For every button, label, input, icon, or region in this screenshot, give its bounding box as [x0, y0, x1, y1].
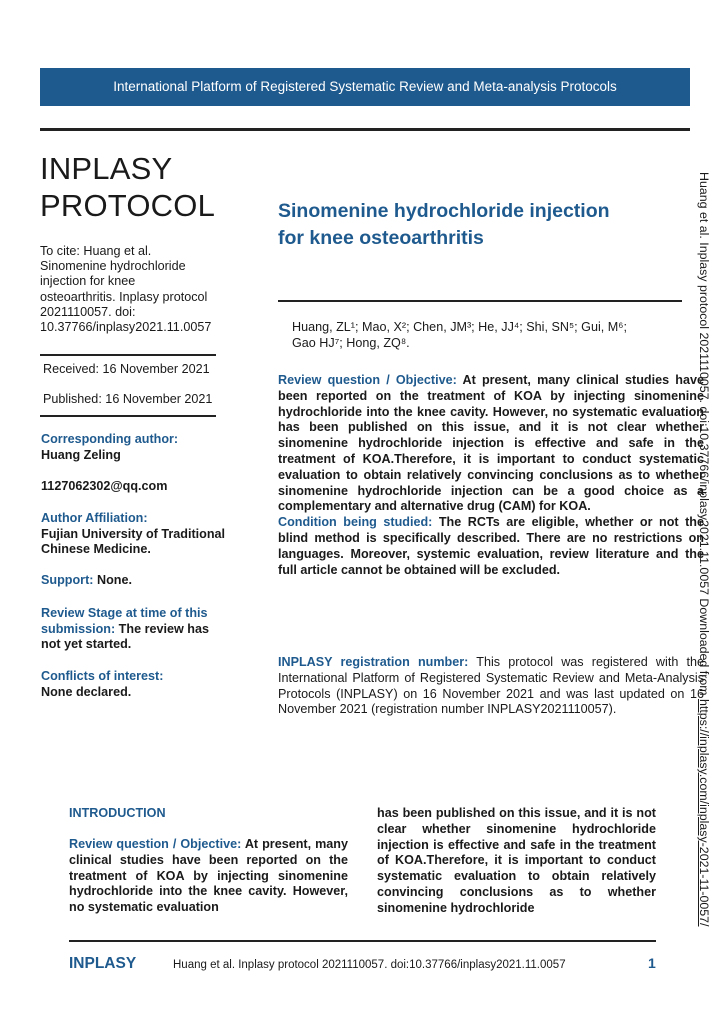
protocol-title	[40, 150, 215, 224]
corresponding-author	[41, 432, 178, 463]
introduction-col1	[69, 837, 348, 916]
header-banner: International Platform of Registered Systematic Review and Meta-analysis Protocols	[40, 68, 690, 106]
review-stage	[41, 606, 209, 653]
paper-title-line: Sinomenine hydrochloride injection	[278, 200, 610, 222]
intro-rq-label: Review question / Objective:	[69, 837, 242, 851]
support-value: None.	[93, 573, 132, 587]
dates-bottom-rule	[40, 415, 216, 417]
footer-rule	[69, 940, 656, 942]
registration	[278, 655, 704, 718]
intro-col1-text: At present, many clinical studies have been reported on the treatment of KOA by injecting sinomenine hydrochloride into the knee cavity. However, no systematic evaluation	[69, 837, 348, 915]
affiliation-line: Chinese Medicine.	[41, 542, 151, 556]
registration-label: INPLASY registration number:	[278, 655, 469, 669]
dates-top-rule	[40, 354, 216, 356]
abstract-cond-text: The RCTs are eligible, whether or not the blind method is specifically described. There are no restrictions on languages. Moreover, systemic evaluation, review literature and the full article cannot be obtained will be excluded.	[278, 515, 704, 577]
abstract	[278, 373, 704, 578]
author-affiliation	[41, 511, 225, 558]
cite-line: Sinomenine hydrochloride	[40, 259, 186, 274]
introduction-col2	[377, 806, 656, 917]
sidebar-citation-text: Huang et al. Inplasy protocol 2021110057. doi:10.37766/inplasy2021.11.0057 Downloaded from	[697, 172, 711, 699]
intro-col2-text: has been published on this issue, and it is not clear whether sinomenine hydrochloride injection is effective and safe in the treatment of KOA.Therefore, it is important to conduct systematic evaluation to obtain relatively convincing conclusions as to whether sinomenine hydrochloride	[377, 806, 656, 915]
cite-line: To cite: Huang et al.	[40, 244, 152, 258]
introduction-heading: INTRODUCTION	[69, 806, 166, 820]
conflicts-label: Conflicts of interest:	[41, 669, 164, 683]
review-stage-label: Review Stage at time of this	[41, 606, 208, 620]
page-number: 1	[648, 955, 656, 971]
footer-brand: INPLASY	[69, 955, 137, 972]
review-stage-value: not yet started.	[41, 637, 132, 651]
cite-block	[40, 244, 240, 335]
abstract-rq-label: Review question / Objective:	[278, 373, 457, 387]
support-label: Support:	[41, 573, 94, 587]
conflicts-value: None declared.	[41, 684, 132, 699]
cite-line: injection for knee	[40, 274, 136, 289]
affiliation-label: Author Affiliation:	[41, 511, 148, 525]
support	[41, 573, 132, 589]
header-rule	[40, 128, 690, 131]
footer-citation: Huang et al. Inplasy protocol 2021110057. doi:10.37766/inplasy2021.11.0057	[173, 959, 566, 971]
abstract-cond-label: Condition being studied:	[278, 515, 433, 530]
sidebar-citation	[694, 172, 714, 927]
cite-line: 2021110057. doi:	[40, 304, 136, 319]
author-line: Huang, ZL¹; Mao, X²; Chen, JM³; He, JJ⁴; Shi, SN⁵; Gui, M⁶;	[292, 320, 627, 334]
review-stage-label: submission:	[41, 621, 116, 636]
corresponding-name: Huang Zeling	[41, 447, 121, 462]
title-rule	[278, 300, 682, 302]
review-stage-value: The review has	[115, 621, 209, 636]
abstract-condition	[278, 515, 704, 578]
paper-title	[278, 198, 678, 252]
registration-text: This protocol was registered with the International Platform of Registered Systematic Review and Meta-Analysis Protocols (INPLASY) on 16 November 2021 and was last updated on 16 November 2021 (registration number INPLASY2021110057).	[278, 655, 704, 717]
protocol-title-line: INPLASY	[40, 151, 173, 186]
sidebar-link[interactable]: https://inplasy.com/inplasy-2021-11-0057/	[697, 698, 711, 927]
protocol-title-line: PROTOCOL	[40, 188, 216, 223]
corresponding-label: Corresponding author:	[41, 432, 179, 446]
abstract-review-question	[278, 373, 704, 515]
published-date: Published: 16 November 2021	[43, 392, 213, 406]
conflicts	[41, 669, 163, 700]
affiliation-line: Fujian University of Traditional	[41, 526, 226, 541]
paper-title-line: for knee osteoarthritis	[278, 227, 484, 249]
received-date: Received: 16 November 2021	[43, 362, 210, 376]
cite-line: 10.37766/inplasy2021.11.0057	[40, 320, 212, 335]
corresponding-email: 1127062302@qq.com	[41, 479, 168, 493]
author-line: Gao HJ⁷; Hong, ZQ⁸.	[292, 336, 410, 350]
abstract-rq-text: At present, many clinical studies have been reported on the treatment of KOA by injecting sinomenine hydrochloride into the knee cavity. However, no systematic evaluation has been published on this issue, and it is not clear whether sinomenine hydrochloride injection is effective and safe in the treatment of KOA.Therefore, it is important to conduct systematic evaluation to obtain relatively convincing conclusions as to whether sinomenine hydrochloride injection can be a good choice as a complementary and alternative drug (CAM) for KOA.	[278, 373, 705, 514]
cite-line: osteoarthritis. Inplasy protocol	[40, 289, 208, 304]
author-list	[292, 319, 682, 351]
